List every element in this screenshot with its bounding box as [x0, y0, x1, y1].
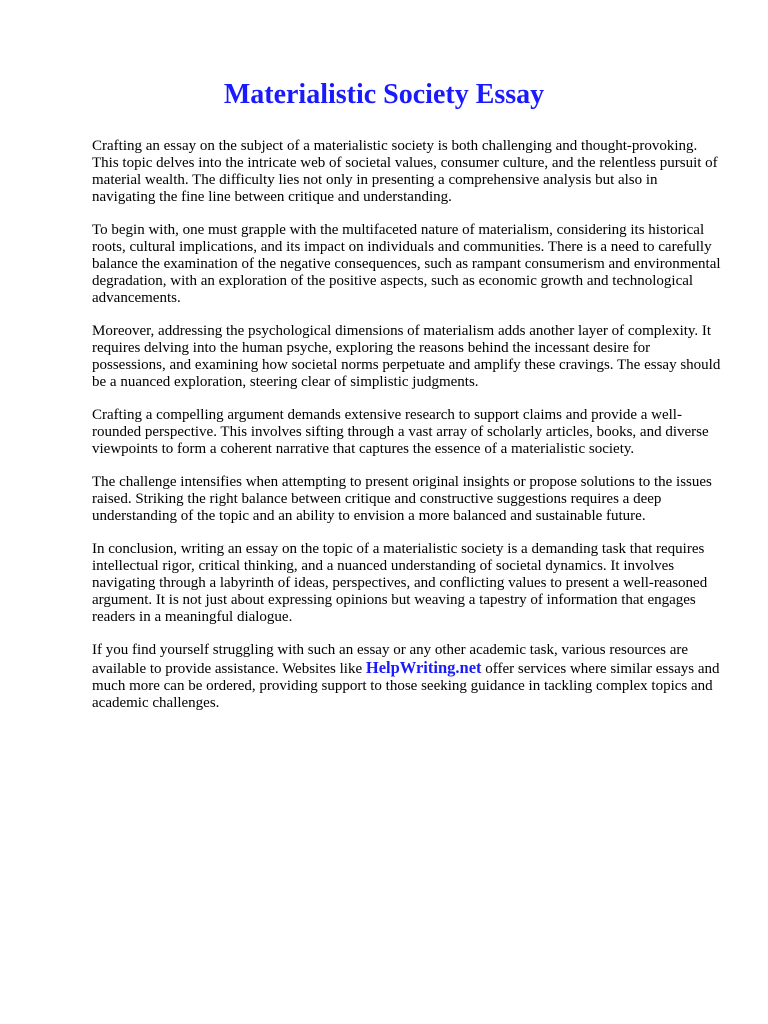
paragraph-7-text-after-link: offer services where similar essays and much more can be ordered, providing support to those seeking guidance in tackling complex topics and academic challenges.: [92, 661, 720, 711]
paragraph-7: [92, 642, 724, 712]
paragraph-1: Crafting an essay on the subject of a materialistic society is both challenging and thought-provoking. This topic delves into the intricate web of societal values, consumer culture, and the relentless pursuit of material wealth. The difficulty lies not only in presenting a comprehensive analysis but also in navigating the fine line between critique and understanding.: [92, 138, 718, 205]
paragraph-2: To begin with, one must grapple with the multifaceted nature of materialism, considering its historical roots, cultural implications, and its impact on individuals and communities. There is a need to carefully balance the examination of the negative consequences, such as rampant consumerism and environmental degradation, with an exploration of the positive aspects, such as economic growth and technological advancements.: [92, 222, 721, 306]
paragraph-6: In conclusion, writing an essay on the topic of a materialistic society is a demanding task that requires intellectual rigor, critical thinking, and a nuanced understanding of societal dynamics. It involves navigating through a labyrinth of ideas, perspectives, and conflicting values to present a well-reasoned argument. It is not just about expressing opinions but weaving a tapestry of information that engages readers in a meaningful dialogue.: [92, 541, 708, 625]
paragraph-4: Crafting a compelling argument demands extensive research to support claims and provide a well-rounded perspective. This involves sifting through a vast array of scholarly articles, books, and diverse viewpoints to form a coherent narrative that captures the essence of a materialistic society.: [92, 407, 709, 457]
paragraph-3: Moreover, addressing the psychological dimensions of materialism adds another layer of complexity. It requires delving into the human psyche, exploring the reasons behind the incessant desire for possessions, and examining how societal norms perpetuate and amplify these cravings. The essay should be a nuanced exploration, steering clear of simplistic judgments.: [92, 323, 721, 390]
paragraph-7-text-before-link: If you find yourself struggling with such an essay or any other academic task, various resources are available to provide assistance. Websites like: [92, 642, 689, 677]
page-title: Materialistic Society Essay: [223, 79, 545, 110]
helpwriting-link[interactable]: HelpWriting.net: [365, 658, 482, 677]
paragraph-5: The challenge intensifies when attempting to present original insights or propose solutions to the issues raised. Striking the right balance between critique and constructive suggestions requires a deep understanding of the topic and an ability to envision a more balanced and sustainable future.: [92, 474, 712, 524]
